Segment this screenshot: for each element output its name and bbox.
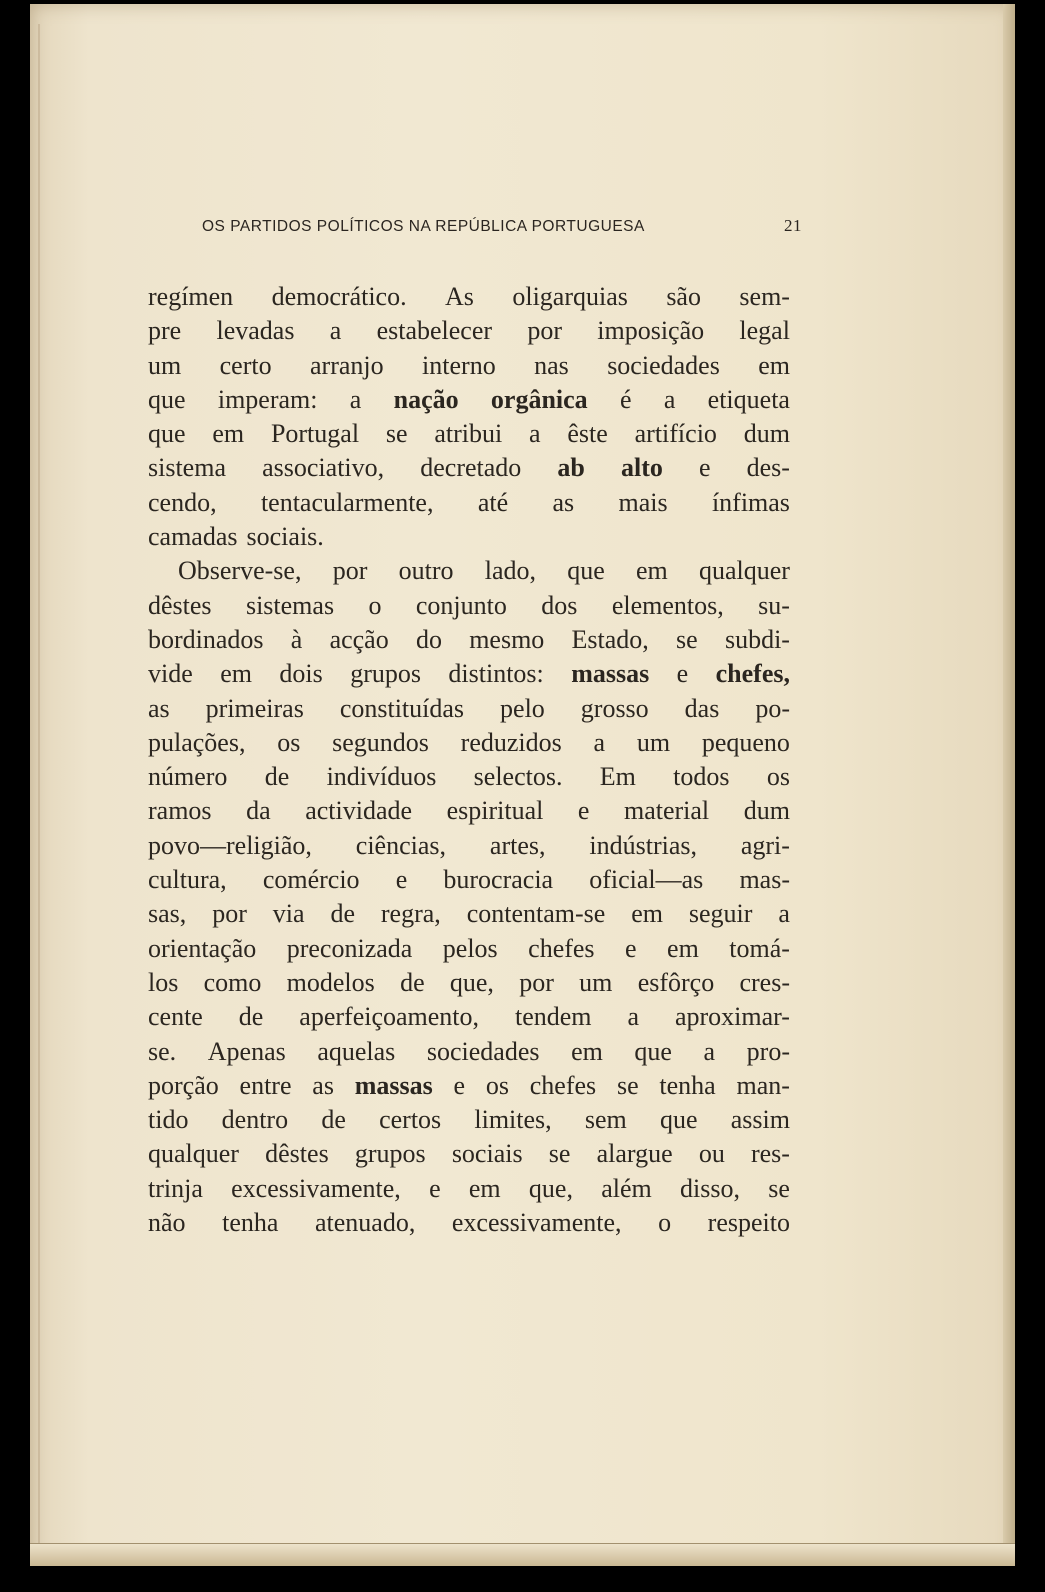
text-line: se. Apenas aquelas sociedades em que a pro- (148, 1036, 790, 1066)
page-right-edge (1003, 4, 1015, 1566)
text-line: um certo arranjo interno nas sociedades em (148, 350, 790, 380)
text-line: Observe-se, por outro lado, que em qualquer (178, 556, 790, 586)
text-line: dêstes sistemas o conjunto dos elementos, su- (148, 590, 790, 620)
text-line: cultura, comércio e burocracia oficial—as mas- (148, 865, 790, 895)
running-title: OS PARTIDOS POLÍTICOS NA REPÚBLICA PORTUGUESA (202, 218, 645, 235)
text-line: pre levadas a estabelecer por imposição legal (148, 316, 790, 346)
text-line: camadas sociais. (148, 522, 324, 552)
page-bottom-edge (30, 1543, 1015, 1566)
text-line: que imperam: a nação orgânica é a etiqueta (148, 384, 790, 414)
running-head (202, 216, 802, 236)
page-number: 21 (784, 216, 802, 235)
text-line: ramos da actividade espiritual e material dum (148, 796, 790, 826)
text-line: pulações, os segundos reduzidos a um pequeno (148, 727, 790, 757)
text-line: trinja excessivamente, e em que, além disso, se (148, 1173, 790, 1203)
body-text (148, 280, 790, 1240)
text-line: sas, por via de regra, contentam-se em seguir a (148, 899, 790, 929)
text-line: cendo, tentacularmente, até as mais ínfimas (148, 487, 790, 517)
text-line: povo—religião, ciências, artes, indústrias, agri- (148, 830, 790, 860)
text-line: orientação preconizada pelos chefes e em tomá- (148, 933, 790, 963)
text-line: los como modelos de que, por um esfôrço cres- (148, 967, 790, 997)
text-line: número de indivíduos selectos. Em todos os (148, 762, 790, 792)
text-line: qualquer dêstes grupos sociais se alargue ou res- (148, 1139, 790, 1169)
text-line: porção entre as massas e os chefes se tenha man- (148, 1070, 790, 1100)
text-line: cente de aperfeiçoamento, tendem a aproximar- (148, 1002, 790, 1032)
text-line: tido dentro de certos limites, sem que assim (148, 1105, 790, 1135)
text-line: regímen democrático. As oligarquias são sem- (148, 282, 790, 311)
text-line: as primeiras constituídas pelo grosso das po- (148, 693, 790, 723)
text-line: sistema associativo, decretado ab alto e des- (148, 453, 790, 483)
text-line: vide em dois grupos distintos: massas e chefes, (148, 659, 790, 689)
book-page (30, 4, 1015, 1566)
text-line: bordinados à acção do mesmo Estado, se subdi- (148, 624, 790, 654)
text-line: não tenha atenuado, excessivamente, o respeito (148, 1208, 790, 1238)
text-line: que em Portugal se atribui a êste artifício dum (148, 419, 790, 449)
